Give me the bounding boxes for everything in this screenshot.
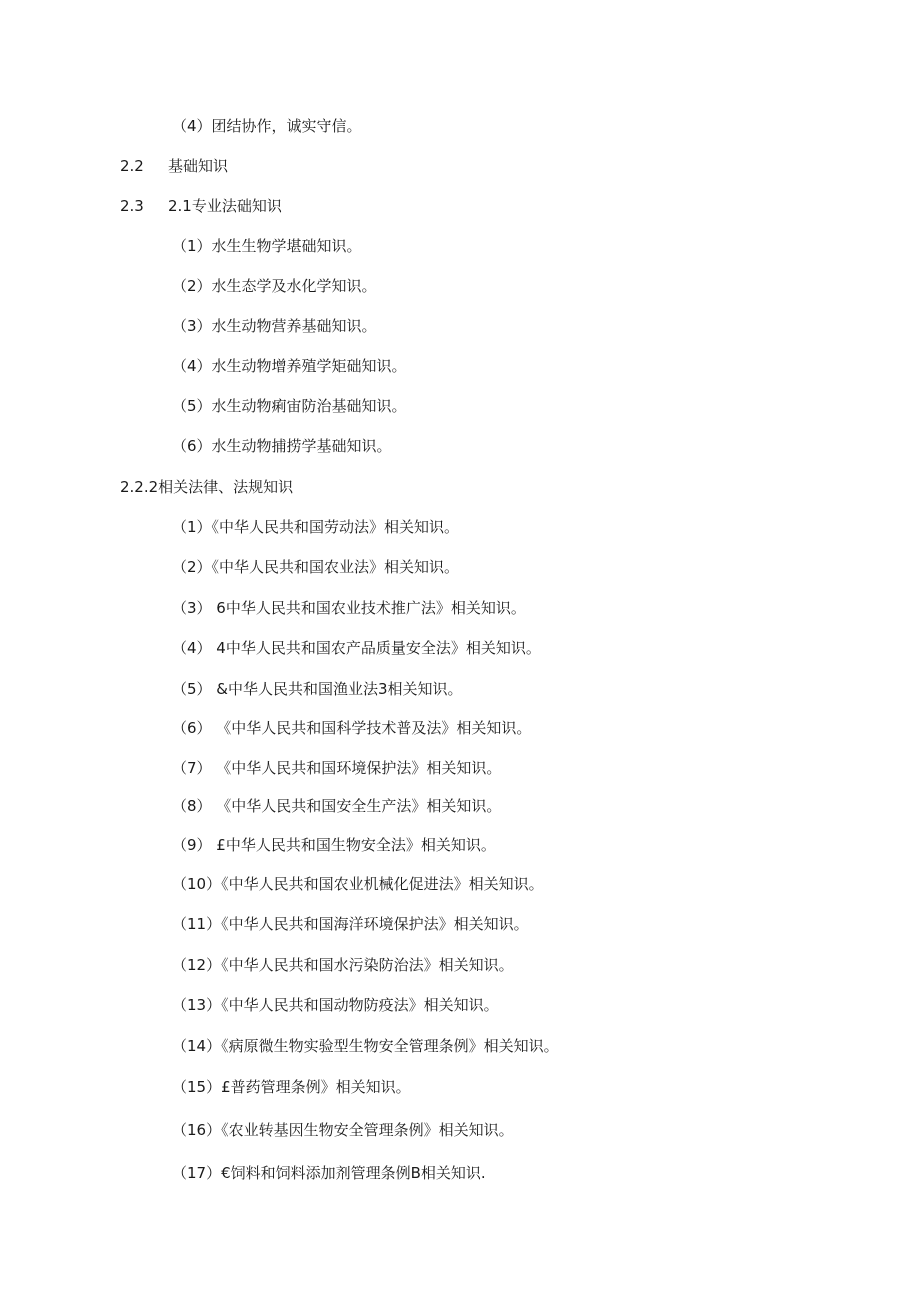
law-item: （9） £中华人民共和国生物安全法》相关知识。 <box>172 836 496 854</box>
list-item: （5）水生动物痢宙防治基础知识。 <box>172 397 407 415</box>
list-item: （3）水生动物营养基础知识。 <box>172 317 377 335</box>
section-number-2-3: 2.3 <box>120 197 144 215</box>
list-item: （1）水生生物学堪础知识。 <box>172 237 362 255</box>
list-item: （4）水生动物增养殖学矩础知识。 <box>172 357 407 375</box>
law-item: （4） 4中华人民共和国农产品质量安全法》相关知识。 <box>172 639 541 657</box>
law-item: （12）《中华人民共和国水污染防治法》相关知识。 <box>172 956 514 974</box>
law-item: （2）《中华人民共和国农业法》相关知识。 <box>172 558 460 576</box>
section-title-2-3: 2.1专业法础知识 <box>168 197 282 215</box>
law-item: （10）《中华人民共和国农业机械化促进法》相关知识。 <box>172 875 544 893</box>
list-item-unity: （4）团结协作，诚实守信。 <box>172 117 362 135</box>
law-item: （3） 6中华人民共和国农业技术推广法》相关知识。 <box>172 599 526 617</box>
law-item: （8） 《中华人民共和国安全生产法》相关知识。 <box>172 797 502 815</box>
law-item: （16）《农业转基因生物安全管理条例》相关知识。 <box>172 1121 514 1139</box>
law-item: （7） 《中华人民共和国环境保护法》相关知识。 <box>172 759 502 777</box>
law-item: （13）《中华人民共和国动物防疫法》相关知识。 <box>172 996 499 1014</box>
list-item: （2）水生态学及水化学知识。 <box>172 277 377 295</box>
list-item: （6）水生动物捕捞学基础知识。 <box>172 437 392 455</box>
law-item: （5） &中华人民共和国渔业法3相关知识。 <box>172 680 463 698</box>
law-item: （15）£普药管理条例》相关知识。 <box>172 1078 411 1096</box>
section-number-2-2: 2.2 <box>120 157 144 175</box>
law-item: （11）《中华人民共和国海洋环境保护法》相关知识。 <box>172 915 529 933</box>
law-item: （1）《中华人民共和国劳动法》相关知识。 <box>172 518 460 536</box>
law-item: （6） 《中华人民共和国科学技术普及法》相关知识。 <box>172 719 532 737</box>
section-title-2-2-2: 2.2.2相关法律、法规知识 <box>120 478 294 496</box>
section-title-2-2: 基础知识 <box>168 157 229 175</box>
law-item: （14）《病原微生物实验型生物安全管理条例》相关知识。 <box>172 1037 559 1055</box>
law-item: （17）€饲料和饲料添加剂管理条例B相关知识. <box>172 1164 486 1182</box>
